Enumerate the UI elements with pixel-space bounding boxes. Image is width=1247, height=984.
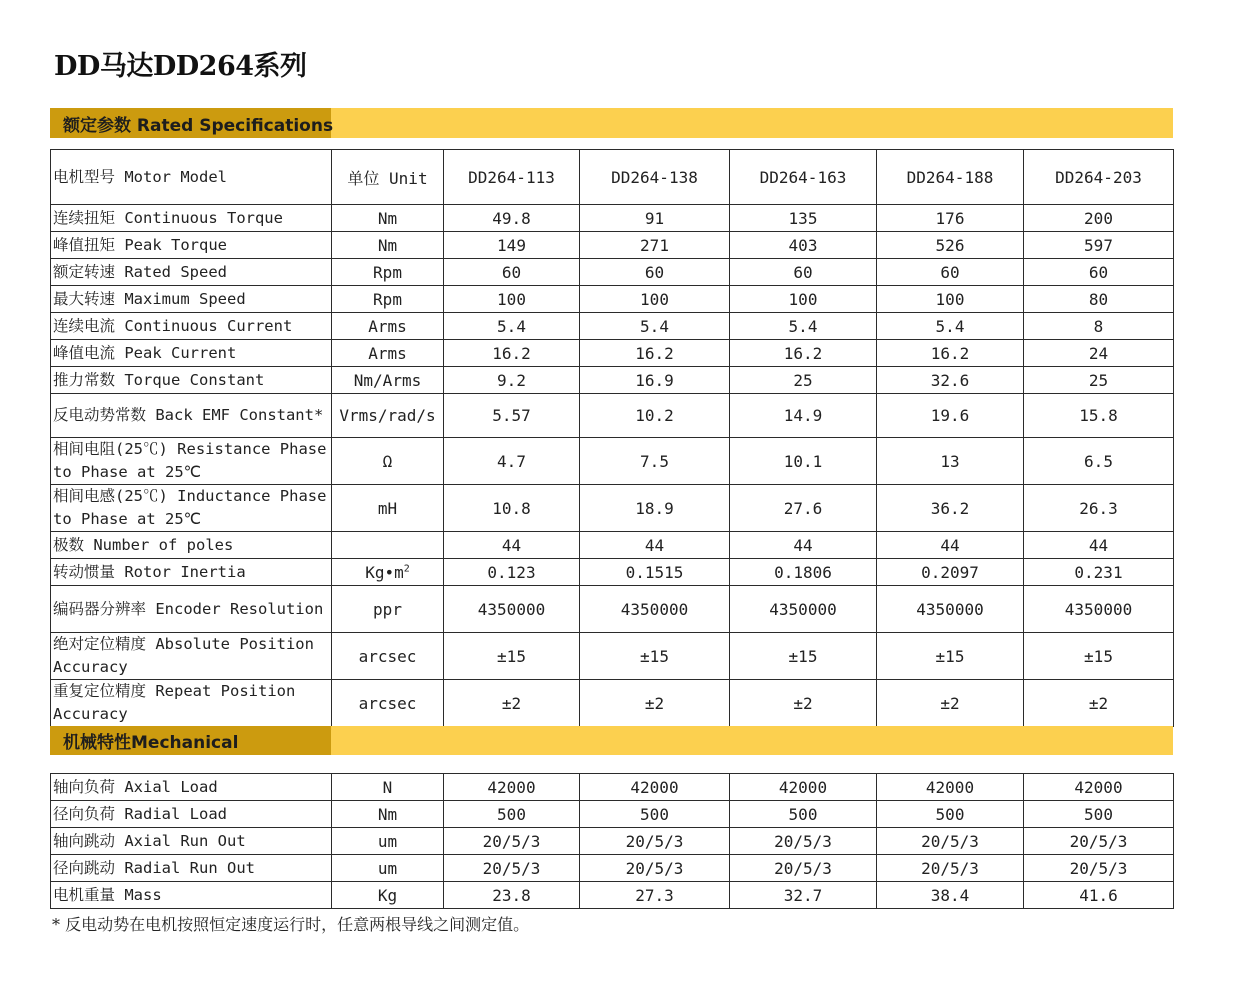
value-cell: 4350000	[444, 586, 580, 633]
header-model-label: 电机型号 Motor Model	[51, 150, 332, 205]
value-cell: 23.8	[444, 882, 580, 909]
value-cell: 16.2	[444, 340, 580, 367]
value-cell: 4350000	[1024, 586, 1174, 633]
value-cell: ±15	[444, 633, 580, 680]
row-label: 转动惯量 Rotor Inertia	[51, 559, 332, 586]
value-cell: 100	[730, 286, 877, 313]
value-cell: 44	[1024, 532, 1174, 559]
rated-section-label: 额定参数 Rated Specifications	[50, 108, 331, 138]
value-cell: 500	[444, 801, 580, 828]
value-cell: 500	[1024, 801, 1174, 828]
row-label: 相间电感(25℃) Inductance Phase to Phase at 25℃	[51, 485, 332, 532]
table-row	[51, 828, 1174, 855]
row-label: 径向跳动 Radial Run Out	[51, 855, 332, 882]
value-cell: 32.6	[877, 367, 1024, 394]
header-row	[51, 150, 1174, 205]
row-unit	[332, 559, 444, 586]
value-cell: 15.8	[1024, 394, 1174, 438]
value-cell: 25	[730, 367, 877, 394]
row-unit	[332, 286, 444, 313]
value-cell: 5.4	[730, 313, 877, 340]
value-cell: 27.3	[580, 882, 730, 909]
row-label: 连续电流 Continuous Current	[51, 313, 332, 340]
value-cell: 4350000	[730, 586, 877, 633]
row-unit: Nm	[332, 801, 444, 828]
table-row	[51, 259, 1174, 286]
value-cell: 10.8	[444, 485, 580, 532]
header-unit-label: 单位 Unit	[332, 150, 444, 205]
value-cell: 60	[877, 259, 1024, 286]
mechanical-section-bar	[50, 726, 1173, 755]
unit-text: Nm	[377, 208, 398, 228]
value-cell: ±2	[444, 680, 580, 727]
row-label: 编码器分辨率 Encoder Resolution	[51, 586, 332, 633]
mechanical-spec-table	[50, 773, 1174, 909]
row-unit	[332, 532, 444, 559]
unit-text: arcsec	[358, 693, 417, 713]
table-row	[51, 774, 1174, 801]
value-cell: 20/5/3	[1024, 828, 1174, 855]
row-unit	[332, 232, 444, 259]
value-cell: 4350000	[580, 586, 730, 633]
row-label: 绝对定位精度 Absolute Position Accuracy	[51, 633, 332, 680]
value-cell: 42000	[444, 774, 580, 801]
value-cell: 44	[877, 532, 1024, 559]
header-model-5: DD264-203	[1024, 150, 1174, 205]
value-cell: 500	[580, 801, 730, 828]
value-cell: 16.2	[580, 340, 730, 367]
value-cell: 5.4	[877, 313, 1024, 340]
table-row	[51, 801, 1174, 828]
value-cell: 0.1806	[730, 559, 877, 586]
row-label: 峰值电流 Peak Current	[51, 340, 332, 367]
table-row	[51, 340, 1174, 367]
page-title: DD马达DD264系列	[54, 51, 307, 82]
value-cell: 500	[730, 801, 877, 828]
unit-text: Rpm	[373, 289, 402, 309]
row-unit: um	[332, 855, 444, 882]
header-model-4: DD264-188	[877, 150, 1024, 205]
row-label: 反电动势常数 Back EMF Constant*	[51, 394, 332, 438]
unit-text: Kg•m	[365, 562, 404, 582]
value-cell: 16.9	[580, 367, 730, 394]
table-row	[51, 586, 1174, 633]
value-cell: 20/5/3	[730, 855, 877, 882]
value-cell: 149	[444, 232, 580, 259]
value-cell: 200	[1024, 205, 1174, 232]
table-row	[51, 532, 1174, 559]
unit-text: Arms	[368, 343, 407, 363]
row-label: 额定转速 Rated Speed	[51, 259, 332, 286]
value-cell: 14.9	[730, 394, 877, 438]
row-label: 轴向负荷 Axial Load	[51, 774, 332, 801]
value-cell: 8	[1024, 313, 1174, 340]
value-cell: 42000	[580, 774, 730, 801]
value-cell: ±15	[1024, 633, 1174, 680]
value-cell: 0.231	[1024, 559, 1174, 586]
value-cell: 27.6	[730, 485, 877, 532]
value-cell: 10.2	[580, 394, 730, 438]
row-unit	[332, 205, 444, 232]
row-unit	[332, 367, 444, 394]
value-cell: 271	[580, 232, 730, 259]
row-label: 最大转速 Maximum Speed	[51, 286, 332, 313]
value-cell: 36.2	[877, 485, 1024, 532]
value-cell: ±15	[730, 633, 877, 680]
row-unit: Kg	[332, 882, 444, 909]
row-label: 推力常数 Torque Constant	[51, 367, 332, 394]
value-cell: 500	[877, 801, 1024, 828]
value-cell: 0.123	[444, 559, 580, 586]
value-cell: 6.5	[1024, 438, 1174, 485]
unit-text: Rpm	[373, 262, 402, 282]
value-cell: 19.6	[877, 394, 1024, 438]
table-row	[51, 232, 1174, 259]
value-cell: 526	[877, 232, 1024, 259]
rated-spec-table	[50, 149, 1174, 727]
value-cell: 38.4	[877, 882, 1024, 909]
value-cell: ±15	[580, 633, 730, 680]
row-unit	[332, 313, 444, 340]
table-row	[51, 855, 1174, 882]
table-row	[51, 485, 1174, 532]
value-cell: ±15	[877, 633, 1024, 680]
header-model-2: DD264-138	[580, 150, 730, 205]
value-cell: 135	[730, 205, 877, 232]
value-cell: 49.8	[444, 205, 580, 232]
row-label: 相间电阻(25℃) Resistance Phase to Phase at 25℃	[51, 438, 332, 485]
value-cell: 4.7	[444, 438, 580, 485]
unit-text: Arms	[368, 316, 407, 336]
value-cell: 20/5/3	[444, 828, 580, 855]
mechanical-section-label: 机械特性Mechanical	[50, 726, 331, 755]
footnote: * 反电动势在电机按照恒定速度运行时，任意两根导线之间测定值。	[52, 915, 530, 934]
table-row	[51, 882, 1174, 909]
row-unit	[332, 394, 444, 438]
value-cell: 16.2	[730, 340, 877, 367]
row-unit: um	[332, 828, 444, 855]
row-unit: N	[332, 774, 444, 801]
value-cell: 100	[877, 286, 1024, 313]
unit-text: Nm	[377, 235, 398, 255]
rated-section-bar	[50, 108, 1173, 138]
table-row	[51, 313, 1174, 340]
value-cell: ±2	[580, 680, 730, 727]
row-label: 重复定位精度 Repeat Position Accuracy	[51, 680, 332, 727]
value-cell: 597	[1024, 232, 1174, 259]
value-cell: 44	[444, 532, 580, 559]
value-cell: 0.2097	[877, 559, 1024, 586]
header-model-3: DD264-163	[730, 150, 877, 205]
value-cell: 42000	[877, 774, 1024, 801]
value-cell: 42000	[730, 774, 877, 801]
row-label: 轴向跳动 Axial Run Out	[51, 828, 332, 855]
value-cell: ±2	[730, 680, 877, 727]
value-cell: 100	[444, 286, 580, 313]
value-cell: 20/5/3	[580, 828, 730, 855]
row-unit	[332, 259, 444, 286]
value-cell: 60	[580, 259, 730, 286]
unit-text: Nm/Arms	[353, 370, 422, 390]
row-unit	[332, 680, 444, 727]
value-cell: 20/5/3	[1024, 855, 1174, 882]
unit-text: Ω	[382, 451, 393, 471]
table-row	[51, 559, 1174, 586]
value-cell: 5.4	[580, 313, 730, 340]
value-cell: 26.3	[1024, 485, 1174, 532]
table-row	[51, 438, 1174, 485]
value-cell: ±2	[1024, 680, 1174, 727]
value-cell: 20/5/3	[877, 855, 1024, 882]
value-cell: 60	[444, 259, 580, 286]
row-label: 极数 Number of poles	[51, 532, 332, 559]
value-cell: 13	[877, 438, 1024, 485]
value-cell: 32.7	[730, 882, 877, 909]
value-cell: 41.6	[1024, 882, 1174, 909]
table-row	[51, 680, 1174, 727]
value-cell: 91	[580, 205, 730, 232]
value-cell: 5.4	[444, 313, 580, 340]
value-cell: 20/5/3	[730, 828, 877, 855]
row-label: 峰值扭矩 Peak Torque	[51, 232, 332, 259]
header-model-1: DD264-113	[444, 150, 580, 205]
unit-text: arcsec	[358, 646, 417, 666]
value-cell: 5.57	[444, 394, 580, 438]
unit-text: ppr	[373, 599, 402, 619]
row-unit	[332, 633, 444, 680]
value-cell: 60	[1024, 259, 1174, 286]
table-row	[51, 633, 1174, 680]
row-label: 连续扭矩 Continuous Torque	[51, 205, 332, 232]
value-cell: 20/5/3	[580, 855, 730, 882]
unit-superscript: 2	[403, 563, 410, 575]
value-cell: 0.1515	[580, 559, 730, 586]
value-cell: 403	[730, 232, 877, 259]
value-cell: 44	[580, 532, 730, 559]
value-cell: ±2	[877, 680, 1024, 727]
value-cell: 80	[1024, 286, 1174, 313]
value-cell: 60	[730, 259, 877, 286]
row-unit	[332, 586, 444, 633]
value-cell: 176	[877, 205, 1024, 232]
row-unit	[332, 340, 444, 367]
value-cell: 20/5/3	[877, 828, 1024, 855]
value-cell: 10.1	[730, 438, 877, 485]
value-cell: 20/5/3	[444, 855, 580, 882]
row-label: 电机重量 Mass	[51, 882, 332, 909]
table-row	[51, 205, 1174, 232]
table-row	[51, 394, 1174, 438]
table-row	[51, 286, 1174, 313]
unit-text: mH	[377, 498, 398, 518]
value-cell: 100	[580, 286, 730, 313]
value-cell: 16.2	[877, 340, 1024, 367]
value-cell: 9.2	[444, 367, 580, 394]
value-cell: 18.9	[580, 485, 730, 532]
value-cell: 7.5	[580, 438, 730, 485]
row-unit	[332, 438, 444, 485]
value-cell: 25	[1024, 367, 1174, 394]
value-cell: 24	[1024, 340, 1174, 367]
row-unit	[332, 485, 444, 532]
value-cell: 4350000	[877, 586, 1024, 633]
unit-text: Vrms/rad/s	[339, 406, 436, 425]
row-label: 径向负荷 Radial Load	[51, 801, 332, 828]
value-cell: 44	[730, 532, 877, 559]
table-row	[51, 367, 1174, 394]
value-cell: 42000	[1024, 774, 1174, 801]
